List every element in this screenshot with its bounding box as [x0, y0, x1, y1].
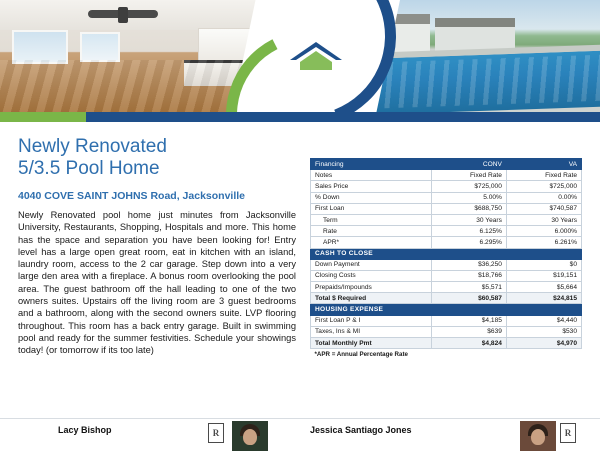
table-row-total-required: Total $ Required $60,587 $24,815	[311, 293, 582, 304]
page-title	[18, 136, 308, 180]
headline-line-2: 5/3.5 Pool Home	[18, 158, 160, 179]
table-row: Down Payment $36,250 $0	[311, 259, 582, 270]
col-financing: Financing	[311, 159, 432, 170]
table-row-total-monthly: Total Monthly Pmt $4,824 $4,970	[311, 338, 582, 349]
agent-name-1: Lacy Bishop	[58, 425, 112, 435]
table-row: First Loan $688,750 $740,587	[311, 203, 582, 214]
col-conv: CONV	[431, 159, 506, 170]
table-row: Term 30 Years 30 Years	[311, 214, 582, 225]
table-footnote: *APR = Annual Percentage Rate	[314, 351, 408, 359]
agent-footer	[0, 418, 600, 450]
property-description: Newly Renovated pool home just minutes from Jacksonville University, Restaurants, Shopping, Hospitals and more. This home has the space and separation you have been looking for! Entry level has a large open great room, eat in kitchen with an island, laundry room, access to the 2 car garage. Step down into a very large den area with a fireplace. A bonus room overlooking the pool area. The guest bathroom off the hall leading to one of the two owners suites. Upstairs off the living room are 3 guest bedrooms and a bathroom, along with the second owners suite. LVP flooring throughout. This room has a back entry garage. Built in swimming pool and ready for the summer festivities. Schedule your showings today! (or tomorrow if its too late)	[18, 210, 296, 356]
brand-divider-bar	[0, 112, 600, 122]
table-row: Prepaids/Impounds $5,571 $5,664	[311, 282, 582, 293]
table-header-row	[311, 159, 582, 170]
table-row: Sales Price $725,000 $725,000	[311, 181, 582, 192]
section-header-cash-to-close: CASH TO CLOSE	[311, 248, 582, 259]
col-va: VA	[506, 159, 581, 170]
header-photo-band	[0, 0, 600, 112]
agent-name-2: Jessica Santiago Jones	[310, 425, 412, 435]
table-row: First Loan P & I $4,185 $4,440	[311, 315, 582, 326]
realtor-badge-icon-1: R	[208, 423, 224, 443]
table-row: % Down 5.00% 0.00%	[311, 192, 582, 203]
realtor-badge-icon-2: R	[560, 423, 576, 443]
realty-logo-mark	[286, 38, 346, 74]
avatar-agent-2	[520, 421, 556, 451]
table-row: Rate 6.125% 6.000%	[311, 226, 582, 237]
listing-body	[0, 122, 600, 428]
headline-line-1: Newly Renovated	[18, 136, 167, 157]
table-row: APR* 6.295% 6.261%	[311, 237, 582, 248]
financing-comparison-table	[310, 158, 582, 360]
table-row: Taxes, Ins & MI $639 $530	[311, 326, 582, 337]
avatar-agent-1	[232, 421, 268, 451]
section-header-housing-expense: HOUSING EXPENSE	[311, 304, 582, 315]
table-row-notes: Notes Fixed Rate Fixed Rate	[311, 170, 582, 181]
table-row: Closing Costs $18,766 $19,151	[311, 270, 582, 281]
property-address: 4040 COVE SAINT JOHNS Road, Jacksonville	[18, 190, 246, 202]
brand-divider-accent	[0, 112, 86, 122]
